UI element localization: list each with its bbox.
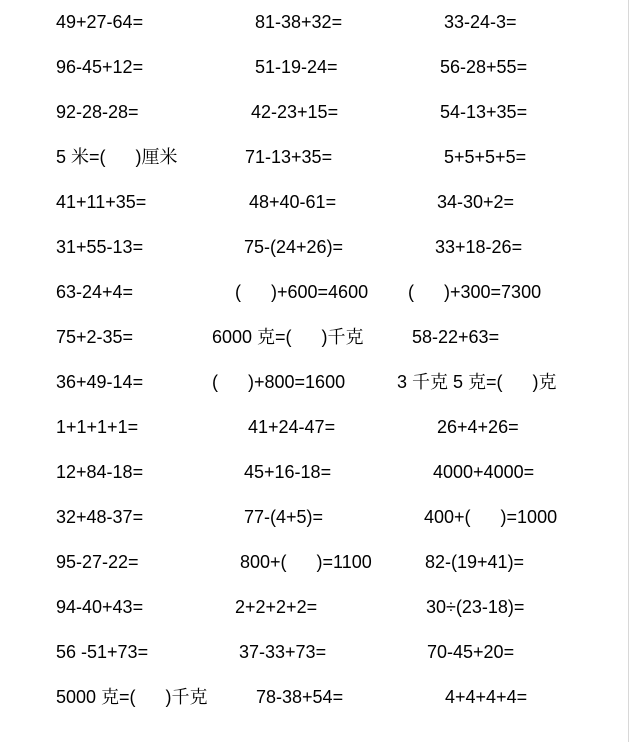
problem: 94-40+43= bbox=[56, 597, 144, 617]
problem: 12+84-18= bbox=[56, 462, 144, 482]
problem: 4+4+4+4= bbox=[445, 687, 528, 707]
problem: 41+24-47= bbox=[248, 417, 336, 437]
problem: 32+48-37= bbox=[56, 507, 144, 527]
problem: 26+4+26= bbox=[437, 417, 519, 437]
problem: 95-27-22= bbox=[56, 552, 139, 572]
problem: 33+18-26= bbox=[435, 237, 523, 257]
problem: 1+1+1+1= bbox=[56, 417, 139, 437]
problem-row bbox=[0, 460, 628, 484]
problem-row bbox=[0, 280, 628, 304]
problem: 81-38+32= bbox=[255, 12, 343, 32]
problem: 56 -51+73= bbox=[56, 642, 149, 662]
problem-row bbox=[0, 190, 628, 214]
problem: 48+40-61= bbox=[249, 192, 337, 212]
problem-row bbox=[0, 640, 628, 664]
problem: 96-45+12= bbox=[56, 57, 144, 77]
problem: 5000 克=( )千克 bbox=[56, 687, 208, 707]
problem: 4000+4000= bbox=[433, 462, 535, 482]
page-edge-divider bbox=[628, 0, 636, 742]
problem: 54-13+35= bbox=[440, 102, 528, 122]
problem-row bbox=[0, 325, 628, 349]
problem: 5 米=( )厘米 bbox=[56, 147, 178, 167]
problem: 63-24+4= bbox=[56, 282, 134, 302]
problem: 33-24-3= bbox=[444, 12, 517, 32]
problem-row bbox=[0, 55, 628, 79]
problem: 78-38+54= bbox=[256, 687, 344, 707]
problem: 34-30+2= bbox=[437, 192, 515, 212]
problem: 75-(24+26)= bbox=[244, 237, 344, 257]
problem: 51-19-24= bbox=[255, 57, 338, 77]
problem: 41+11+35= bbox=[56, 192, 147, 212]
problem: 800+( )=1100 bbox=[240, 552, 372, 572]
problem: ( )+800=1600 bbox=[212, 372, 346, 392]
problem: 82-(19+41)= bbox=[425, 552, 525, 572]
problem: 400+( )=1000 bbox=[424, 507, 558, 527]
problem: 31+55-13= bbox=[56, 237, 144, 257]
problem: 42-23+15= bbox=[251, 102, 339, 122]
problem: 2+2+2+2= bbox=[235, 597, 318, 617]
problem-row bbox=[0, 685, 628, 709]
problem: 58-22+63= bbox=[412, 327, 500, 347]
problem-row bbox=[0, 550, 628, 574]
problem: 56-28+55= bbox=[440, 57, 528, 77]
problem: 37-33+73= bbox=[239, 642, 327, 662]
problem-row bbox=[0, 145, 628, 169]
problem-row bbox=[0, 370, 628, 394]
problem: 71-13+35= bbox=[245, 147, 333, 167]
problem: 3 千克 5 克=( )克 bbox=[397, 372, 557, 392]
problem: 70-45+20= bbox=[427, 642, 515, 662]
problem-row bbox=[0, 100, 628, 124]
problem: ( )+600=4600 bbox=[235, 282, 369, 302]
problem-row bbox=[0, 505, 628, 529]
problem-row bbox=[0, 235, 628, 259]
problem: 5+5+5+5= bbox=[444, 147, 527, 167]
problem-row bbox=[0, 415, 628, 439]
problem: 75+2-35= bbox=[56, 327, 134, 347]
problem: 30÷(23-18)= bbox=[426, 597, 525, 617]
problem: 77-(4+5)= bbox=[244, 507, 324, 527]
problem-row bbox=[0, 10, 628, 34]
problem: 36+49-14= bbox=[56, 372, 144, 392]
problem: ( )+300=7300 bbox=[408, 282, 542, 302]
problem: 49+27-64= bbox=[56, 12, 144, 32]
problem: 45+16-18= bbox=[244, 462, 332, 482]
problem: 6000 克=( )千克 bbox=[212, 327, 364, 347]
problem-row bbox=[0, 595, 628, 619]
problem: 92-28-28= bbox=[56, 102, 139, 122]
